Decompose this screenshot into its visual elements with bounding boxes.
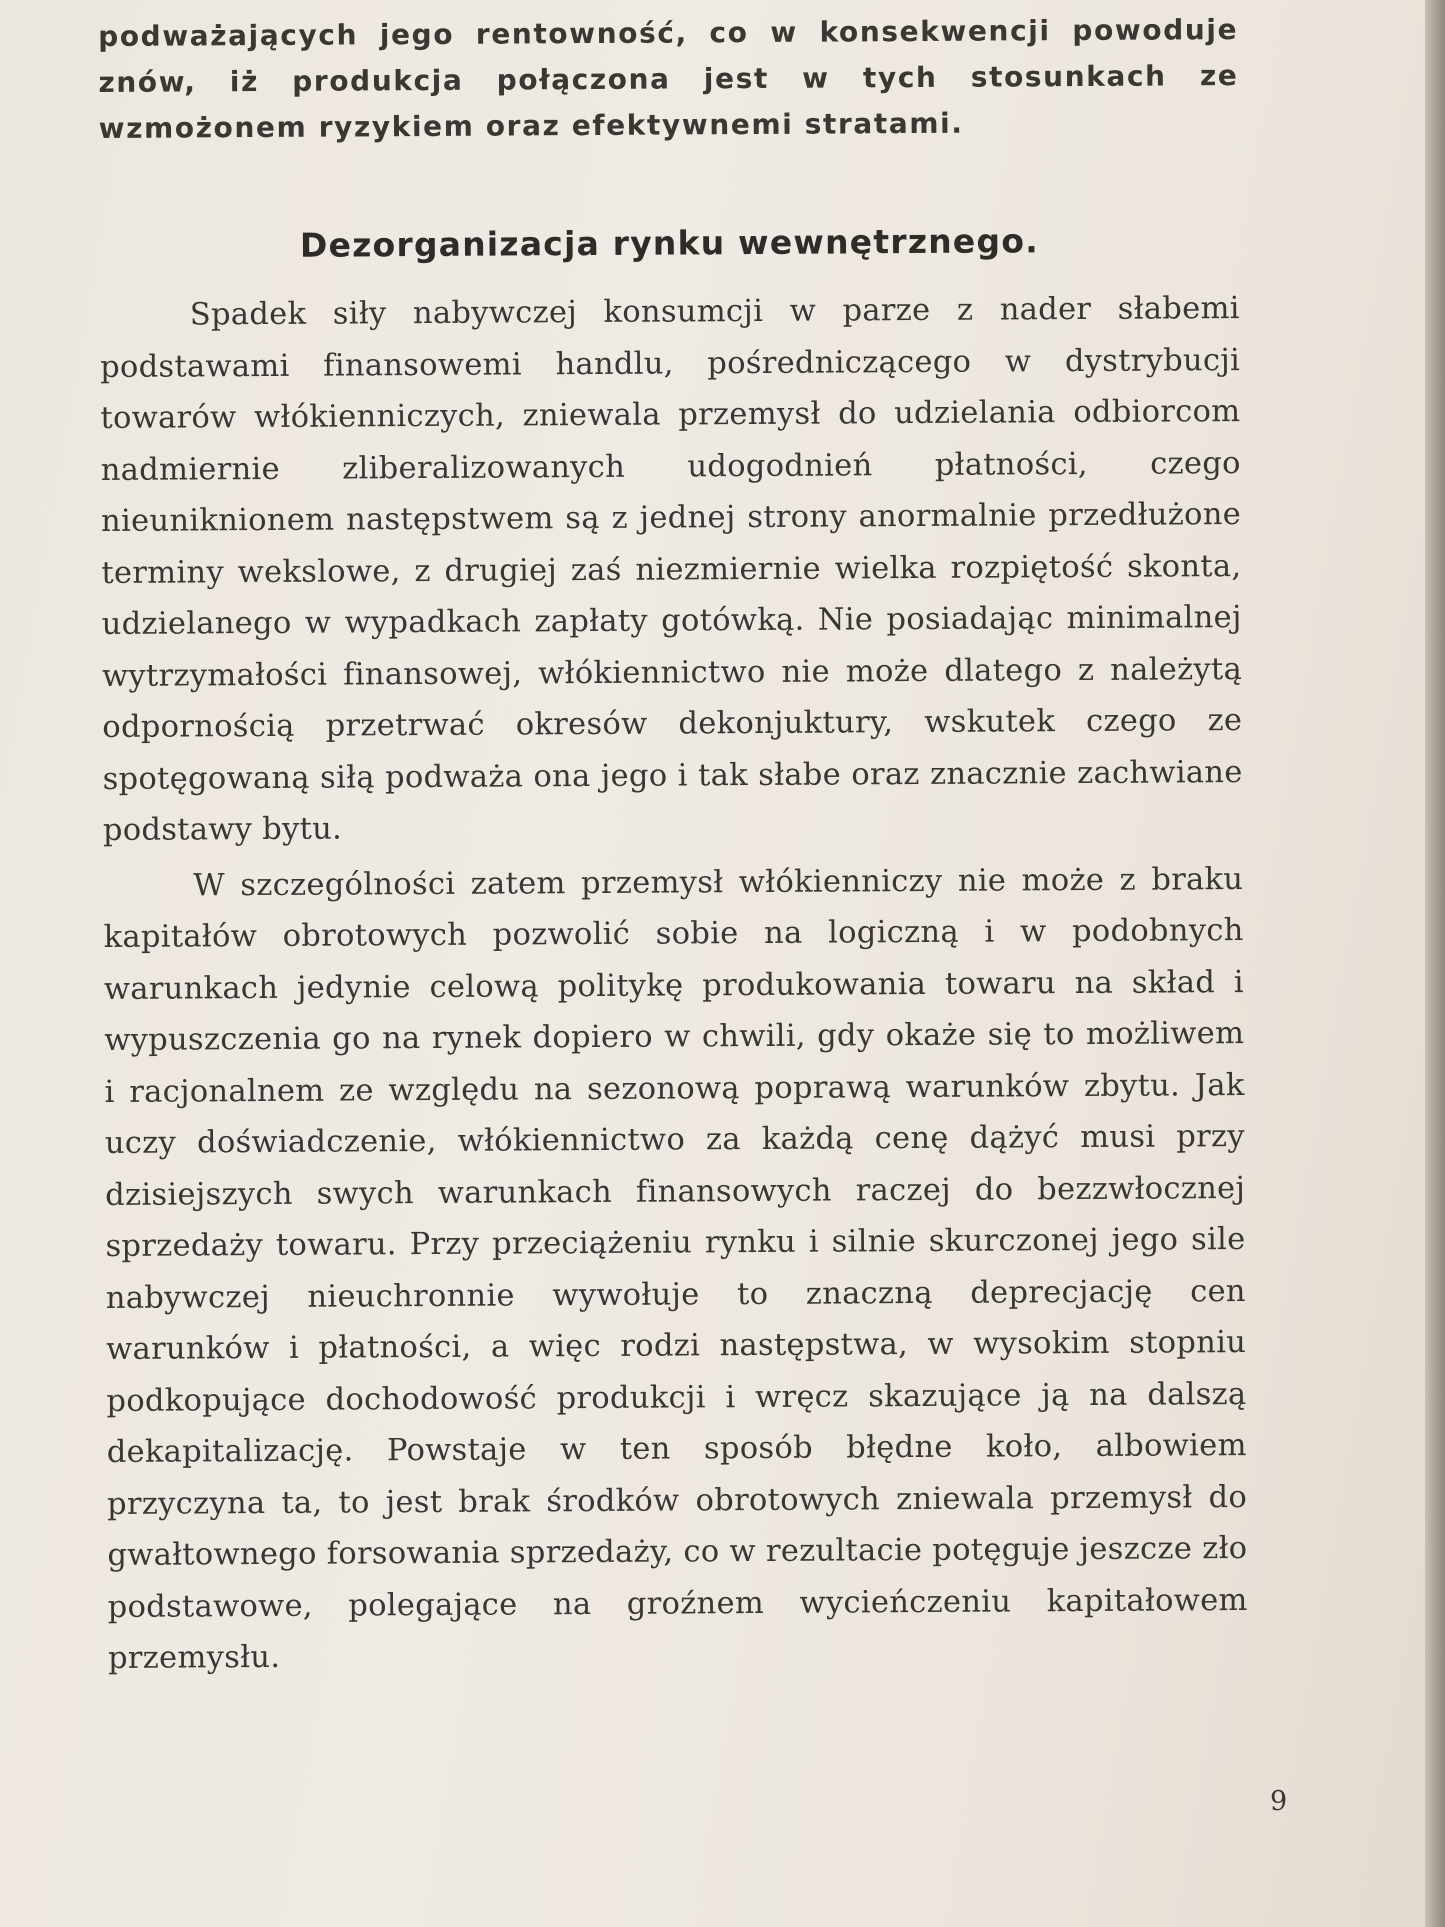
- paragraph-1: Spadek siły nabywczej konsumcji w parze z nader słabemi podstawami finansowemi handlu, pośredniczącego w dystrybucji towarów włókienniczych, zniewala przemysł do udzielania odbiorcom nadmiernie zliberalizowanych udogodnień płatności, czego nieuniknionem następstwem są z jednej strony anormalnie przedłużone terminy wekslowe, z drugiej zaś niezmiernie wielka rozpiętość skonta, udzielanego w wypadkach zapłaty gotówką. Nie posiadając minimalnej wytrzymałości finansowej, włókiennictwo nie może dlatego z należytą odpornością przetrwać okresów dekonjuktury, wskutek czego ze spotęgowaną siłą podważa ona jego i tak słabe oraz znacznie zachwiane podstawy bytu.: [100, 291, 1243, 848]
- page-edge-shadow: [1425, 0, 1445, 1927]
- section-heading: Dezorganizacja rynku wewnętrznego.: [299, 221, 1039, 265]
- paragraph-2: W szczególności zatem przemysł włókienniczy nie może z braku kapitałów obrotowych pozwolić sobie na logiczną i w podobnych warunkach jedynie celową politykę produkowania towaru na skład i wypuszczenia go na rynek dopiero w chwili, gdy okaże się to możliwem i racjonalnem ze względu na sezonową poprawą warunków zbytu. Jak uczy doświadczenie, włókiennictwo za każdą cenę dążyć musi przy dzisiejszych swych warunkach finansowych raczej do bezzwłocznej sprzedaży towaru. Przy przeciążeniu rynku i silnie skurczonej jego sile nabywczej nieuchronnie wywołuje to znaczną deprecjację cen warunków i płatności, a więc rodzi następstwa, w wysokim stopniu podkopujące dochodowość produkcji i wręcz skazujące ją na dalszą dekapitalizację. Powstaje w ten sposób błędne koło, albowiem przyczyna ta, to jest brak środków obrotowych zniewala przemysł do gwałtownego forsowania sprzedaży, co w rezultacie potęguje jeszcze zło podstawowe, polegające na groźnem wycieńczeniu kapitałowem przemysłu.: [103, 861, 1248, 1676]
- page-text: [98, 7, 1248, 1684]
- page-number: 9: [1270, 1786, 1288, 1817]
- continued-paragraph: podważających jego rentowność, co w konsekwencji powoduje znów, iż produkcja połączona jest w tych stosunkach ze wzmożonem ryzykiem oraz efektywnemi stratami.: [98, 13, 1239, 145]
